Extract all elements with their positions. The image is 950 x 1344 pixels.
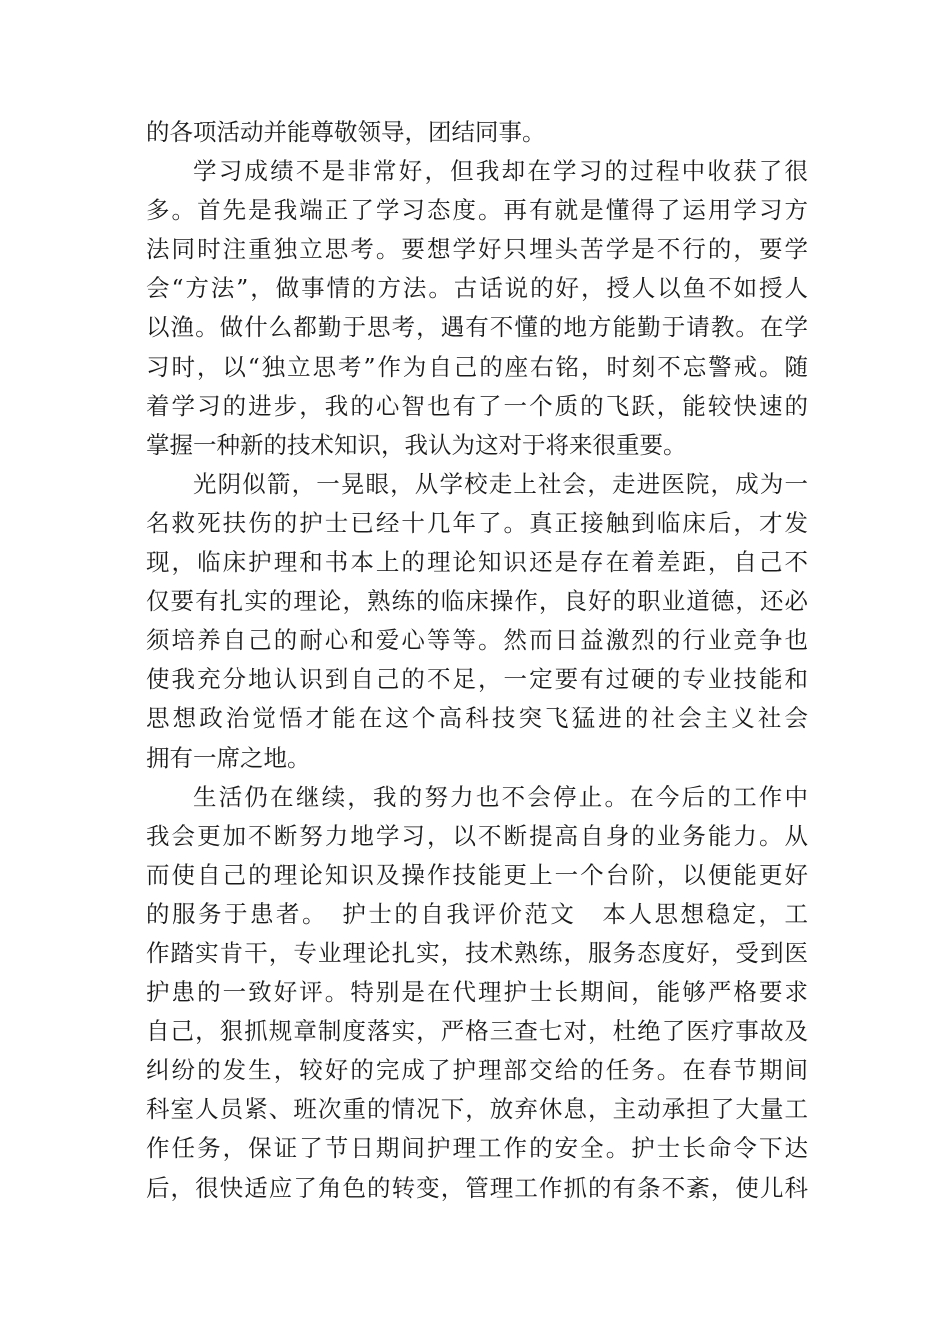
text-line: 生活仍在继续，我的努力也不会停止。在今后的工作中 xyxy=(193,782,808,811)
text-line: 作任务，保证了节日期间护理工作的安全。护士长命令下达 xyxy=(146,1134,808,1163)
text-line: 以渔。做什么都勤于思考，遇有不懂的地方能勤于请教。在学 xyxy=(146,313,808,342)
text-line: 使我充分地认识到自己的不足，一定要有过硬的专业技能和 xyxy=(146,665,808,694)
text-line: 思想政治觉悟才能在这个高科技突飞猛进的社会主义社会 xyxy=(146,704,808,733)
text-line: 现，临床护理和书本上的理论知识还是存在着差距，自己不 xyxy=(146,548,808,577)
text-line: 而使自己的理论知识及操作技能更上一个台阶，以便能更好 xyxy=(146,860,808,889)
text-line: 护患的一致好评。特别是在代理护士长期间，能够严格要求 xyxy=(146,978,808,1007)
text-line: 科室人员紧、班次重的情况下，放弃休息，主动承担了大量工 xyxy=(146,1095,808,1124)
text-line: 掌握一种新的技术知识，我认为这对于将来很重要。 xyxy=(146,430,687,459)
text-line: 多。首先是我端正了学习态度。再有就是懂得了运用学习方 xyxy=(146,196,808,225)
text-line: 的各项活动并能尊敬领导，团结同事。 xyxy=(146,118,546,146)
text-line: 会“方法”，做事情的方法。古话说的好，授人以鱼不如授人 xyxy=(146,274,808,303)
text-line: 习时，以“独立思考”作为自己的座右铭，时刻不忘警戒。随 xyxy=(146,352,808,381)
text-line: 光阴似箭，一晃眼，从学校走上社会，走进医院，成为一 xyxy=(193,469,808,498)
text-line: 自己，狠抓规章制度落实，严格三查七对，杜绝了医疗事故及 xyxy=(146,1017,808,1046)
text-line: 我会更加不断努力地学习，以不断提高自身的业务能力。从 xyxy=(146,821,808,850)
text-line: 后，很快适应了角色的转变，管理工作抓的有条不紊，使儿科 xyxy=(146,1173,808,1202)
text-line: 须培养自己的耐心和爱心等等。然而日益激烈的行业竞争也 xyxy=(146,626,808,655)
text-line: 纠纷的发生，较好的完成了护理部交给的任务。在春节期间 xyxy=(146,1056,808,1085)
text-line: 拥有一席之地。 xyxy=(146,743,311,772)
text-line: 仅要有扎实的理论，熟练的临床操作，良好的职业道德，还必 xyxy=(146,587,808,616)
text-line: 学习成绩不是非常好，但我却在学习的过程中收获了很 xyxy=(193,157,808,186)
text-line: 作踏实肯干，专业理论扎实，技术熟练，服务态度好，受到医 xyxy=(146,938,808,967)
text-line: 名救死扶伤的护士已经十几年了。真正接触到临床后，才发 xyxy=(146,508,808,537)
document-body xyxy=(146,113,808,1208)
text-line: 法同时注重独立思考。要想学好只埋头苦学是不行的，要学 xyxy=(146,235,808,264)
text-line: 的服务于患者。 护士的自我评价范文 本人思想稳定，工 xyxy=(146,899,808,928)
text-line: 着学习的进步，我的心智也有了一个质的飞跃，能较快速的 xyxy=(146,391,808,420)
